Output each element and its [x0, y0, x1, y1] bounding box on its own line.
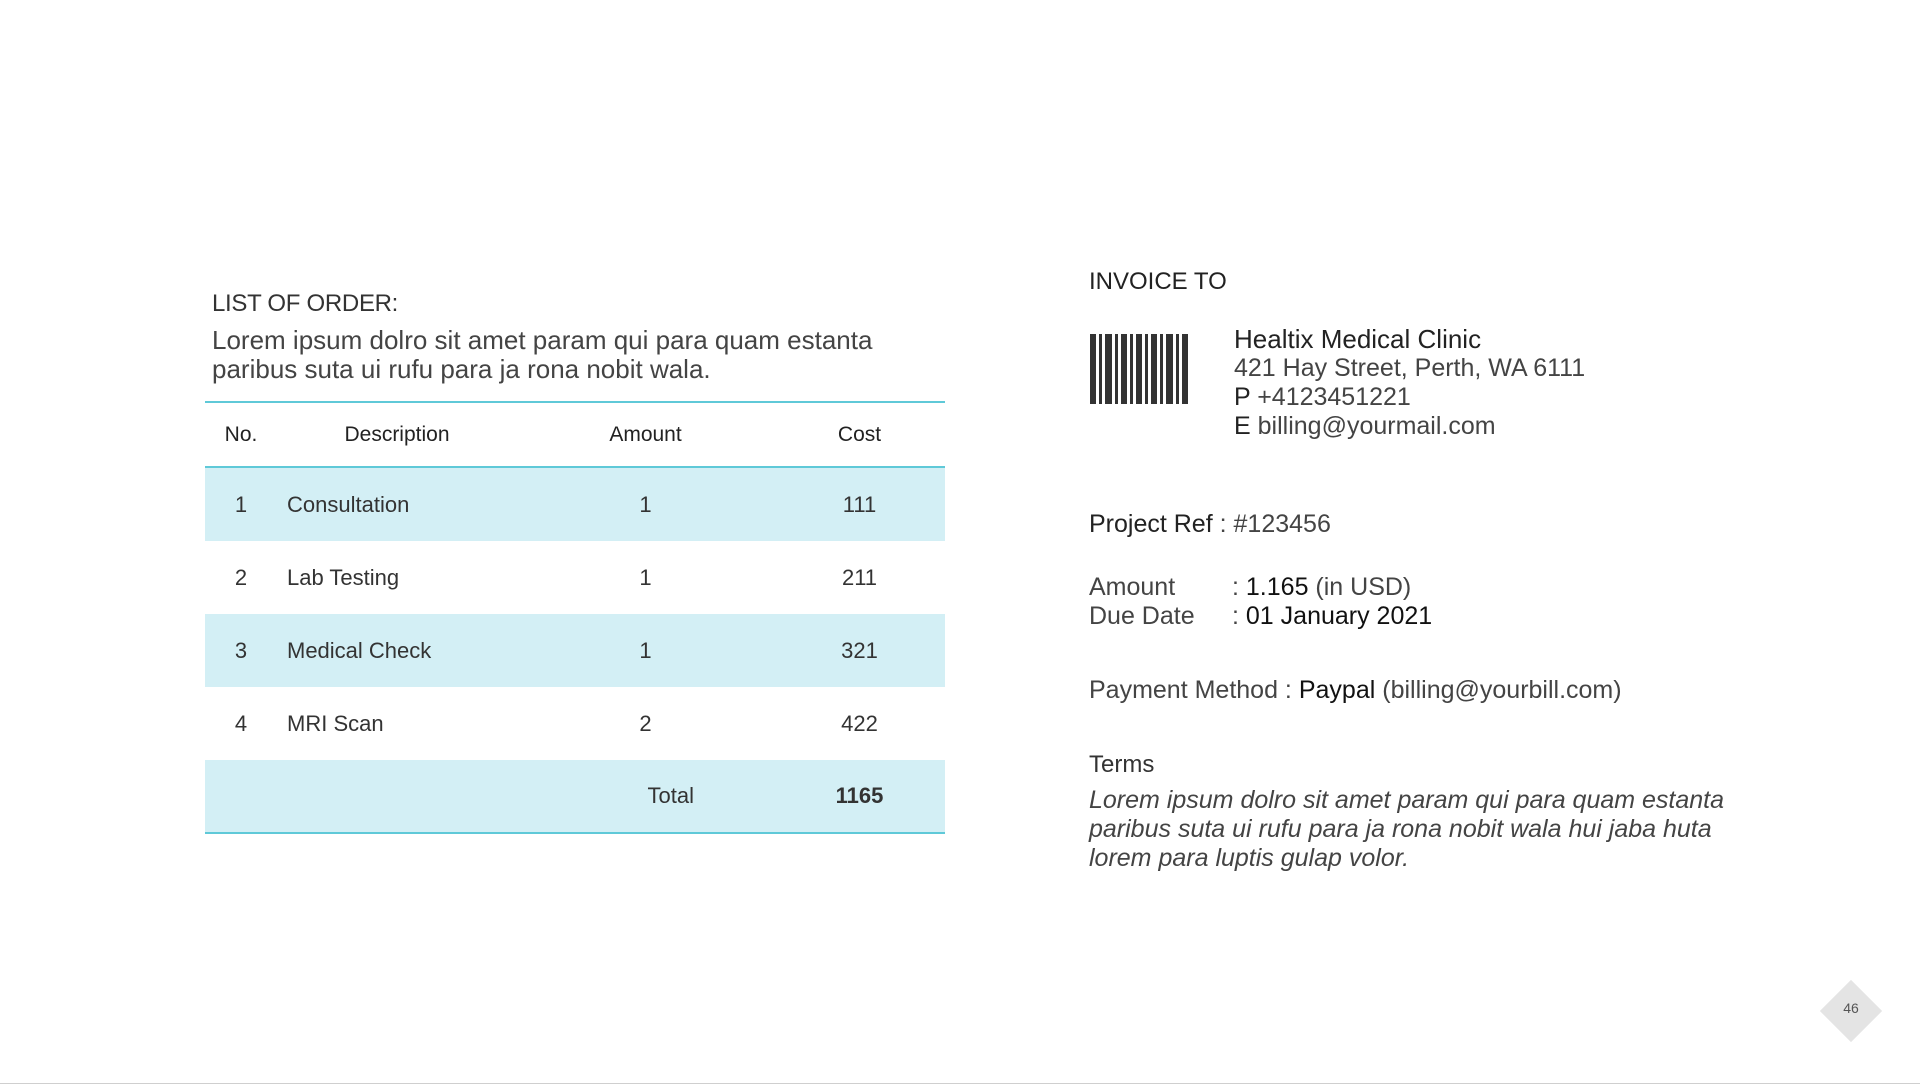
project-ref-value: : #123456 [1219, 510, 1331, 538]
column-header-no: No. [205, 402, 277, 467]
table-header-row [205, 402, 945, 467]
row-description: Lab Testing [287, 564, 400, 590]
amount-due-block [1089, 573, 1432, 631]
row-no: 4 [234, 710, 248, 736]
row-no: 2 [234, 564, 248, 590]
due-date-label: Due Date [1089, 602, 1195, 630]
due-date-value: 01 January 2021 [1245, 602, 1433, 630]
row-cost: 321 [774, 614, 945, 687]
row-no: 1 [205, 467, 277, 541]
clinic-name: Healtix Medical Clinic [1234, 324, 1482, 354]
row-no: 3 [205, 614, 277, 687]
table-row [205, 614, 945, 687]
amount-value: 1.165 [1245, 573, 1309, 601]
terms-body: Lorem ipsum dolro sit amet param qui para quam estanta paribus suta ui rufu para ja rona nobit wala hui jaba huta lorem para luptis gulap volor. [1089, 786, 1725, 872]
row-cost: 111 [774, 467, 945, 541]
email-label: E [1234, 412, 1251, 440]
amount-suffix: (in USD) [1315, 573, 1412, 601]
payment-method [1089, 676, 1622, 705]
project-ref [1089, 510, 1331, 539]
row-amount: 1 [639, 564, 652, 590]
amount-colon: : [1232, 573, 1239, 601]
row-amount: 1 [517, 467, 774, 541]
row-amount: 2 [639, 710, 652, 736]
table-row [205, 687, 945, 760]
email-value: billing@yourmail.com [1257, 412, 1496, 440]
payment-method-label: Payment Method : [1089, 676, 1292, 704]
amount-label: Amount [1089, 573, 1176, 601]
row-amount: 1 [517, 614, 774, 687]
invoice-to-heading: INVOICE TO [1089, 268, 1227, 295]
row-cost: 211 [841, 564, 878, 590]
amount-row [1089, 573, 1432, 602]
payment-method-value: Paypal [1298, 676, 1376, 704]
page-number: 46 [1843, 1000, 1859, 1016]
column-header-cost: Cost [774, 402, 945, 467]
payment-email: (billing@yourbill.com) [1382, 676, 1622, 704]
clinic-phone [1234, 383, 1585, 412]
order-list-description: Lorem ipsum dolro sit amet param qui para quam estanta paribus suta ui rufu para ja rona nobit wala. [212, 325, 873, 384]
total-row [205, 760, 945, 833]
due-date-colon: : [1232, 602, 1239, 630]
column-header-amount: Amount [517, 402, 774, 467]
terms-heading: Terms [1089, 751, 1155, 778]
project-ref-label: Project Ref [1089, 510, 1213, 538]
row-description: Consultation [277, 467, 517, 541]
row-description: Medical Check [277, 614, 517, 687]
clinic-email [1234, 412, 1585, 441]
column-header-description: Description [277, 402, 517, 467]
phone-label: P [1234, 383, 1251, 411]
due-date-row [1089, 602, 1432, 631]
total-label: Total [205, 760, 774, 833]
table-row [205, 541, 945, 614]
clinic-details [1234, 325, 1585, 441]
barcode-icon [1090, 334, 1188, 404]
order-table [205, 401, 945, 834]
phone-value: +4123451221 [1257, 383, 1411, 411]
row-description: MRI Scan [287, 710, 384, 736]
table-row [205, 467, 945, 541]
clinic-address: 421 Hay Street, Perth, WA 6111 [1234, 354, 1586, 382]
order-list-heading: LIST OF ORDER: [212, 290, 399, 317]
row-cost: 422 [841, 710, 878, 736]
total-value: 1165 [774, 760, 945, 833]
